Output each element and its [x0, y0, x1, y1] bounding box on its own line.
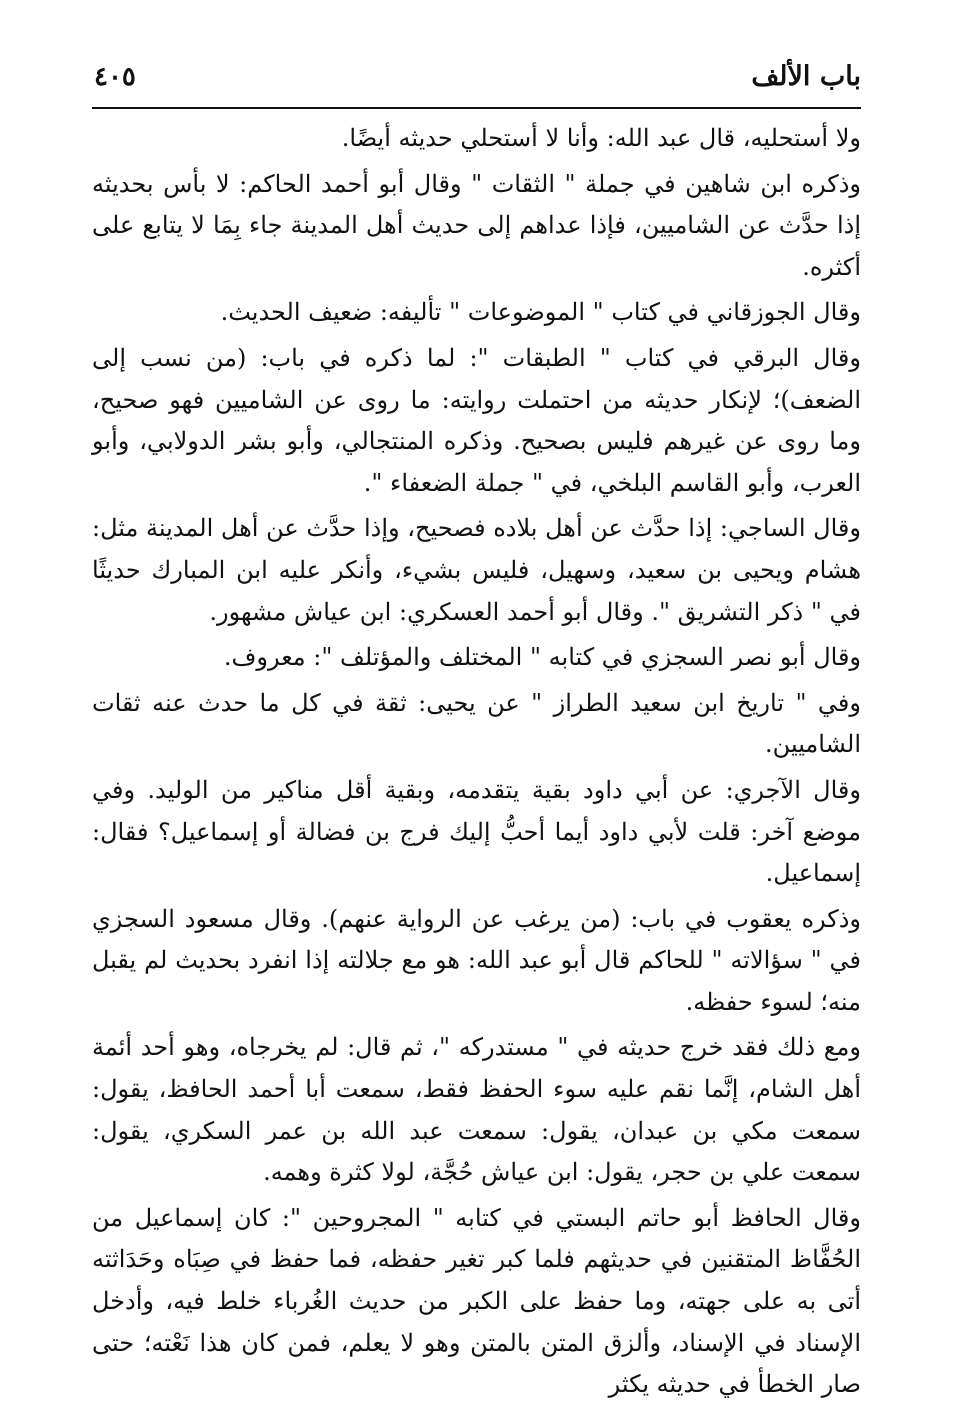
- paragraph: ومع ذلك فقد خرج حديثه في " مستدركه "، ثم قال: لم يخرجاه، وهو أحد أئمة أهل الشام، إنَّما نقم عليه سوء الحفظ فقط، سمعت أبا أحمد الحافظ، يقول: سمعت مكي بن عبدان، يقول: سمعت عبد الله بن عمر السكري، يقول: سمعت علي بن حجر، يقول: ابن عياش حُجَّة، لولا كثرة وهمه.: [92, 1033, 861, 1187]
- paragraph: وقال الساجي: إذا حدَّث عن أهل بلاده فصحيح، وإذا حدَّث عن أهل المدينة مثل: هشام ويحيى بن سعيد، وسهيل، فليس بشيء، وأنكر عليه ابن المبارك حديثًا في " ذكر التشريق ". وقال أبو أحمد العسكري: ابن عياش مشهور.: [92, 514, 861, 626]
- paragraph: وقال الآجري: عن أبي داود بقية يتقدمه، وبقية أقل مناكير من الوليد. وفي موضع آخر: قلت لأبي داود أيما أحبُّ إليك فرج بن فضالة أو إسماعيل؟ فقال: إسماعيل.: [92, 775, 861, 888]
- paragraph: وذكره يعقوب في باب: (من يرغب عن الرواية عنهم). وقال مسعود السجزي في " سؤالاته " للحاكم قال أبو عبد الله: هو مع جلالته إذا انفرد بحديث لم يقبل منه؛ لسوء حفظه.: [92, 904, 861, 1016]
- running-header: [92, 58, 861, 98]
- paragraph: وقال البرقي في كتاب " الطبقات ": لما ذكره في باب: (من نسب إلى الضعف)؛ لإنكار حديثه من احتملت روايته: ما روى عن الشاميين فهو صحيح، وما روى عن غيرهم فليس بصحيح. وذكره المنتجالي، وأبو بشر الدولابي، وأبو العرب، وأبو القاسم البلخي، في " جملة الضعفاء ".: [92, 343, 861, 497]
- paragraph: ولا أستحليه، قال عبد الله: وأنا لا أستحلي حديثه أيضًا.: [341, 124, 861, 152]
- chapter-title: باب الألف: [751, 61, 861, 92]
- page-body: [92, 118, 861, 1410]
- paragraph: وقال الجوزقاني في كتاب " الموضوعات " تأليفه: ضعيف الحديث.: [220, 298, 861, 327]
- paragraph: وقال أبو نصر السجزي في كتابه " المختلف والمؤتلف ": معروف.: [223, 643, 861, 672]
- paragraph: وفي " تاريخ ابن سعيد الطراز " عن يحيى: ثقة في كل ما حدث عنه ثقات الشاميين.: [92, 688, 861, 759]
- paragraph: وذكره ابن شاهين في جملة " الثقات " وقال أبو أحمد الحاكم: لا بأس بحديثه إذا حدَّث عن الشاميين، فإذا عداهم إلى حديث أهل المدينة جاء بِمَا لا يتابع على أكثره.: [92, 169, 861, 281]
- paragraph: وقال الحافظ أبو حاتم البستي في كتابه " المجروحين ": كان إسماعيل من الحُفَّاظ المتقنين في حديثهم فلما كبر تغير حفظه، فما حفظ في صِبَاه وحَدَاثته أتى به على جهته، وما حفظ على الكبر من حديث الغُرباء خلط فيه، وأدخل الإسناد في الإسناد، وألزق المتن بالمتن وهو لا يعلم، فمن كان هذا نَعْته؛ حتى صار الخطأ في حديثه يكثر: [92, 1203, 861, 1399]
- page-number: ٤٠٥: [94, 62, 136, 92]
- header-divider: [92, 107, 861, 109]
